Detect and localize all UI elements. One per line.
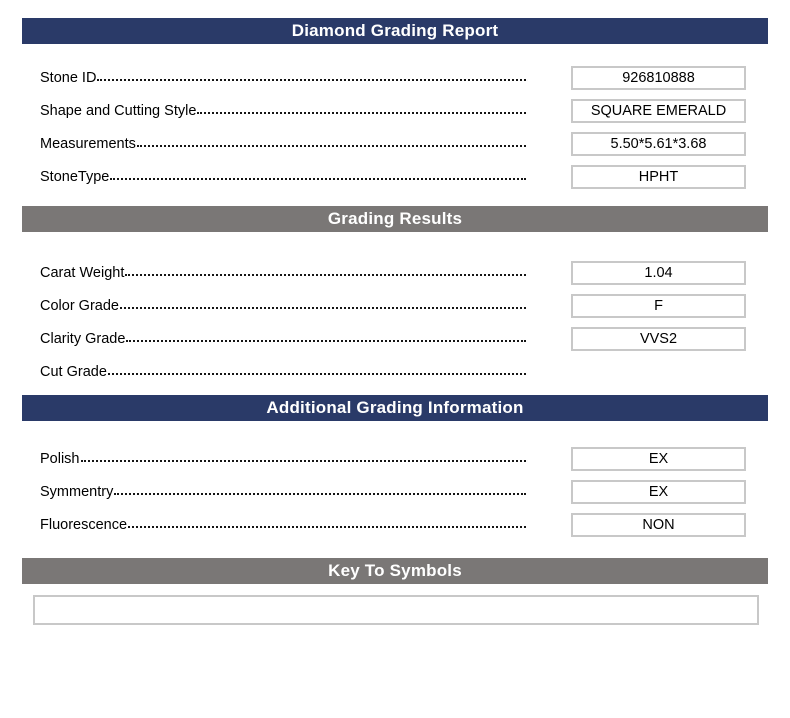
carat-weight-value: 1.04 [644, 265, 673, 281]
row-polish [40, 447, 746, 471]
dotted-leader [120, 307, 526, 309]
dotted-leader [126, 340, 526, 342]
section-header-additional-grading-information [22, 395, 768, 421]
dotted-leader [125, 274, 526, 276]
dotted-leader [81, 460, 527, 462]
carat-weight-value-box [571, 261, 746, 285]
clarity-grade-label: Clarity Grade [40, 331, 126, 347]
polish-value-box [571, 447, 746, 471]
row-stone-id [40, 66, 746, 90]
section-title: Diamond Grading Report [291, 21, 499, 40]
section-additional-info-rows [0, 421, 790, 537]
dotted-leader [137, 145, 526, 147]
dotted-leader [197, 112, 526, 114]
symmetry-value: EX [648, 484, 669, 500]
dotted-leader [97, 79, 526, 81]
dotted-leader [108, 373, 526, 375]
row-symmetry [40, 480, 746, 504]
stone-type-value: HPHT [638, 169, 679, 185]
measurements-value-box [571, 132, 746, 156]
color-grade-value: F [654, 298, 663, 314]
measurements-label: Measurements [40, 136, 136, 152]
fluorescence-label: Fluorescence [40, 517, 128, 533]
stone-type-value-box [571, 165, 746, 189]
section-header-grading-results [22, 206, 768, 232]
fluorescence-value-box [571, 513, 746, 537]
section-header-diamond-grading-report [22, 18, 768, 44]
fluorescence-value: NON [642, 517, 675, 533]
clarity-grade-value: VVS2 [639, 331, 678, 347]
cut-grade-label: Cut Grade [40, 364, 107, 380]
row-shape-cutting-style [40, 99, 746, 123]
shape-cutting-style-value: SQUARE EMERALD [590, 103, 727, 119]
dotted-leader [128, 526, 526, 528]
clarity-grade-value-box [571, 327, 746, 351]
symmetry-label: Symmentry [40, 484, 114, 500]
carat-weight-label: Carat Weight [40, 265, 125, 281]
stone-id-value: 926810888 [622, 70, 695, 86]
row-fluorescence [40, 513, 746, 537]
shape-cutting-style-label: Shape and Cutting Style [40, 103, 197, 119]
symmetry-value-box [571, 480, 746, 504]
dotted-leader [114, 493, 526, 495]
polish-label: Polish [40, 451, 80, 467]
color-grade-label: Color Grade [40, 298, 119, 314]
row-cut-grade [40, 360, 746, 384]
row-clarity-grade [40, 327, 746, 351]
shape-cutting-style-value-box [571, 99, 746, 123]
key-to-symbols-box [33, 595, 759, 625]
row-stone-type [40, 165, 746, 189]
color-grade-value-box [571, 294, 746, 318]
section-identification-rows [0, 44, 790, 189]
row-carat-weight [40, 261, 746, 285]
row-measurements [40, 132, 746, 156]
polish-value: EX [648, 451, 669, 467]
diamond-grading-report-page [0, 18, 790, 625]
section-header-key-to-symbols [22, 558, 768, 584]
section-title: Key To Symbols [328, 561, 462, 580]
dotted-leader [110, 178, 526, 180]
row-color-grade [40, 294, 746, 318]
stone-id-label: Stone ID [40, 70, 97, 86]
measurements-value: 5.50*5.61*3.68 [610, 136, 707, 152]
section-grading-results-rows [0, 232, 790, 384]
stone-type-label: StoneType [40, 169, 110, 185]
section-title: Grading Results [327, 209, 463, 228]
stone-id-value-box [571, 66, 746, 90]
section-title: Additional Grading Information [266, 398, 524, 417]
